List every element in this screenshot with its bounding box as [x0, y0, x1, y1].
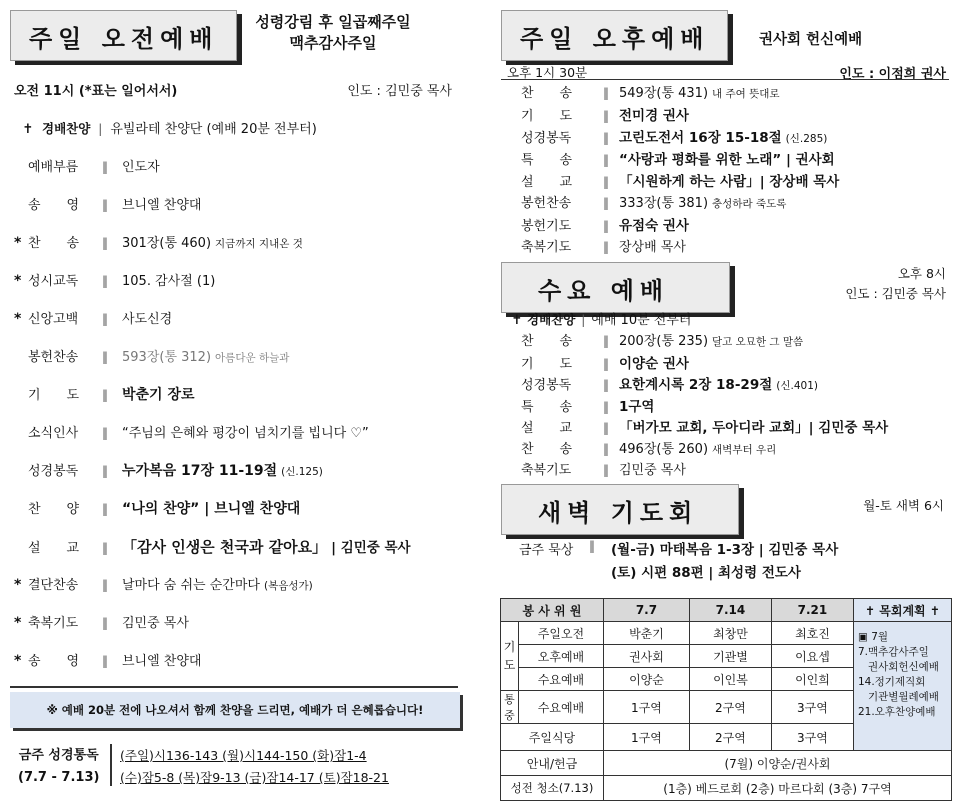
separator: ‖ [603, 86, 609, 100]
order-note: 새벽부터 우리 [712, 443, 777, 456]
schedule-cell: 1구역 [603, 691, 689, 724]
plan-line: ▣ 7월 [857, 631, 889, 643]
morning-order-row [14, 346, 460, 365]
order-label: 찬 송 [28, 236, 80, 251]
order-label: 찬 송 [521, 86, 573, 101]
morning-subtitle-line2: 맥추감사주일 [289, 34, 377, 52]
morning-order-row [14, 156, 460, 175]
schedule-cell: 3구역 [771, 724, 853, 751]
separator: ‖ [603, 196, 609, 210]
morning-leader: 인도 : 김민중 목사 [347, 84, 452, 99]
order-value: 이양순 권사 [619, 355, 689, 372]
ministry-plan [853, 622, 951, 751]
schedule-row-label: 수요예배 [519, 668, 604, 691]
morning-subtitle [218, 12, 448, 54]
order-value: 김민중 목사 [619, 463, 686, 478]
order-preacher: | 김민중 목사 [331, 540, 411, 556]
plan-line: 14.정기제직회 [857, 676, 926, 688]
order-value: 유점숙 권사 [619, 218, 689, 234]
order-value: 고린도전서 16장 15-18절 [619, 130, 782, 146]
schedule-cell: 최창만 [689, 622, 771, 645]
separator: ‖ [102, 350, 108, 364]
schedule-cell: 기관별 [689, 645, 771, 668]
dawn-title: 새벽 기도회 [501, 484, 739, 535]
schedule-cell: 최호진 [771, 622, 853, 645]
order-label: 봉헌찬송 [521, 196, 572, 211]
order-value: 날마다 숨 쉬는 순간마다 [122, 578, 260, 593]
lunch-label: 주일식당 [501, 724, 604, 751]
usher-label: 안내/헌금 [501, 751, 604, 776]
morning-service-section [0, 0, 470, 801]
praise-label: 경배찬양 [527, 312, 576, 327]
order-label: 축복기도 [521, 463, 572, 478]
standing-marker: * [14, 577, 22, 593]
order-value: 105. 감사절 (1) [122, 274, 216, 289]
standing-marker: * [14, 273, 22, 289]
afternoon-title: 주일 오후예배 [501, 10, 728, 61]
order-label: 신앙고백 [28, 312, 79, 327]
separator: ‖ [603, 356, 609, 371]
schedule-cell: 이요셉 [771, 645, 853, 668]
morning-praise-row [14, 118, 460, 137]
praise-value: 유빌라테 찬양단 (예배 20분 전부터) [110, 122, 317, 137]
dawn-line2: (토) 시편 88편 | 최성령 전도사 [611, 565, 801, 581]
morning-order-row [14, 612, 460, 631]
morning-order-row [14, 650, 460, 669]
wednesday-order-row [507, 459, 952, 478]
dawn-label: 금주 묵상 [519, 543, 574, 558]
order-value: “주님의 은혜와 평강이 넘치기를 빕니다 ♡” [122, 426, 369, 441]
wednesday-order-row [507, 373, 952, 393]
afternoon-order-row [507, 192, 952, 211]
separator: ‖ [603, 334, 609, 348]
separator: ‖ [102, 502, 108, 516]
reading-line1: (주일)시136-143 (월)시144-150 (화)잠1-4 [120, 748, 367, 763]
separator: ‖ [102, 616, 108, 630]
schedule-cell: 이인복 [689, 668, 771, 691]
separator: ‖ [102, 654, 108, 668]
order-note: 달고 오묘한 그 말씀 [712, 336, 804, 348]
order-label: 설 교 [521, 175, 573, 190]
reading-line2: (수)잠5-8 (목)잠9-13 (금)잠14-17 (토)잠18-21 [120, 770, 389, 785]
separator: ‖ [102, 464, 108, 478]
separator: ‖ [102, 160, 108, 174]
schedule-cell: 박춘기 [603, 622, 689, 645]
schedule-cell: 3구역 [771, 691, 853, 724]
morning-title-box [10, 10, 237, 61]
order-label: 축복기도 [521, 240, 572, 255]
praise-value: 예배 10분 전부터 [591, 313, 692, 328]
afternoon-order-row [507, 214, 952, 234]
order-label: 봉헌기도 [521, 219, 572, 234]
order-label: 찬 송 [521, 441, 573, 457]
wednesday-praise-row [507, 309, 952, 328]
separator: ‖ [603, 109, 609, 123]
wednesday-leader: 인도 : 김민중 목사 [845, 286, 946, 301]
morning-subtitle-line1: 성령강림 후 일곱째주일 [255, 13, 411, 31]
order-note: 아름다운 하늘과 [215, 352, 290, 364]
order-label: 설 교 [28, 541, 80, 556]
afternoon-time: 오후 1시 30분 [507, 65, 588, 80]
schedule-header-date1: 7.7 [603, 599, 689, 622]
afternoon-subtitle: 권사회 헌신예배 [759, 32, 863, 48]
dawn-time: 월-토 새벽 6시 [863, 498, 944, 513]
dawn-line1: (월-금) 마태복음 1-3장 | 김민중 목사 [611, 542, 839, 558]
separator: ‖ [603, 441, 609, 456]
order-label: 성시교독 [28, 274, 79, 289]
order-label: 결단찬송 [28, 578, 79, 593]
standing-marker: * [14, 311, 22, 327]
right-column [497, 0, 960, 801]
reading-label-block [18, 745, 99, 789]
dawn-readings [611, 539, 838, 585]
order-label: 성경봉독 [28, 464, 79, 479]
order-value: 사도신경 [122, 312, 173, 327]
order-label: 성경봉독 [521, 378, 572, 393]
order-value: 「시원하게 하는 사람」| 장상배 목사 [619, 174, 840, 190]
wednesday-order-row [507, 395, 952, 415]
schedule-row-label: 수요예배 [519, 691, 604, 724]
reading-schedule [120, 745, 389, 789]
morning-order-row [14, 384, 460, 404]
afternoon-order-row [507, 126, 952, 146]
separator: ‖ [102, 274, 108, 288]
order-value: 전미경 권사 [619, 108, 689, 124]
separator: ‖ [102, 236, 108, 250]
separator: ‖ [603, 131, 609, 145]
order-value: 인도자 [122, 160, 160, 175]
order-label: 기 도 [521, 109, 573, 124]
morning-order-row [14, 308, 460, 327]
separator: ‖ [603, 175, 609, 189]
separator: ‖ [102, 426, 108, 440]
schedule-cell: 이양순 [603, 668, 689, 691]
schedule-cell: 2구역 [689, 691, 771, 724]
morning-title: 주일 오전예배 [10, 10, 237, 61]
separator: ‖ [603, 219, 609, 233]
separator: ‖ [102, 578, 108, 592]
order-label: 성경봉독 [521, 131, 572, 146]
order-label: 기 도 [28, 388, 80, 403]
morning-order-row [14, 194, 460, 213]
separator: ‖ [603, 153, 609, 167]
order-value: 박춘기 장로 [122, 387, 195, 403]
order-value: 장상배 목사 [619, 240, 686, 255]
divider-line [10, 686, 458, 688]
order-value: 누가복음 17장 11-19절 [122, 463, 278, 479]
standing-marker: * [14, 653, 22, 669]
schedule-header-date2: 7.14 [689, 599, 771, 622]
usher-value: (7월) 이양순/권사회 [603, 751, 951, 776]
morning-order-row [14, 422, 460, 441]
cross-icon: ✝ [511, 313, 523, 328]
separator: | [98, 122, 103, 136]
dawn-title-box [501, 484, 739, 535]
afternoon-leader: 인도 : 이점희 권사 [839, 67, 946, 82]
order-value: 549장(통 431) [619, 86, 709, 101]
plan-line: 21.오후찬양예배 [857, 706, 936, 718]
separator: ‖ [589, 539, 595, 553]
plan-line: 기관별월례예배 [867, 691, 939, 703]
order-label: 특 송 [521, 399, 573, 415]
order-label: 소식인사 [28, 426, 79, 441]
morning-order-row [14, 460, 460, 480]
afternoon-order-row [507, 82, 952, 101]
order-value: “나의 찬양” | 브니엘 찬양대 [122, 501, 301, 517]
order-label: 축복기도 [28, 616, 79, 631]
order-label: 예배부름 [28, 160, 79, 175]
separator: ‖ [603, 399, 609, 414]
order-value: 「감사 인생은 천국과 같아요」 [122, 538, 328, 556]
reading-divider [110, 744, 112, 786]
reading-dates: (7.7 - 7.13) [18, 770, 100, 785]
morning-time: 오전 11시 (*표는 일어서서) [14, 84, 178, 99]
order-value: 「버가모 교회, 두아디라 교회」| 김민중 목사 [619, 420, 889, 436]
order-value: 593장(통 312) [122, 350, 212, 365]
morning-order-row [14, 574, 460, 593]
order-label: 찬 송 [521, 334, 573, 349]
order-label: 특 송 [521, 153, 573, 168]
notice-box [10, 692, 460, 728]
order-note: (복음성가) [263, 580, 313, 592]
praise-label: 경배찬양 [42, 121, 91, 136]
separator: ‖ [603, 240, 609, 254]
wednesday-title-box [501, 262, 730, 313]
separator: ‖ [102, 388, 108, 402]
schedule-cell: 2구역 [689, 724, 771, 751]
cross-icon: ✝ [22, 122, 34, 137]
order-note: (신.125) [281, 466, 323, 478]
prayer-group-label: 기도 [501, 622, 519, 691]
morning-order-row [14, 232, 460, 251]
schedule-row-label: 오후예배 [519, 645, 604, 668]
notice-text: ※ 예배 20분 전에 나오셔서 함께 찬양을 드리면, 예배가 더 은혜롭습니다! [46, 703, 424, 717]
separator: | [581, 313, 586, 327]
common-group-label: 통중 [501, 691, 519, 724]
order-note: 내 주여 뜻대로 [712, 88, 780, 100]
wednesday-order-row [507, 352, 952, 372]
separator: ‖ [102, 312, 108, 326]
order-label: 봉헌찬송 [28, 350, 79, 365]
order-value: “사랑과 평화를 위한 노래” | 권사회 [619, 152, 835, 168]
morning-order-row [14, 498, 460, 518]
order-note: (신.285) [785, 133, 828, 145]
afternoon-order-row [507, 236, 952, 255]
order-value: 200장(통 235) [619, 334, 709, 349]
standing-marker: * [14, 615, 22, 631]
schedule-cell: 1구역 [603, 724, 689, 751]
wednesday-order-row [507, 416, 952, 436]
order-value: 브니엘 찬양대 [122, 198, 202, 213]
order-note: 지금까지 지내온 것 [215, 238, 303, 250]
afternoon-order-row [507, 170, 952, 190]
morning-order-row [14, 536, 460, 557]
separator: ‖ [603, 463, 609, 477]
afternoon-rule [501, 79, 949, 80]
order-value: 1구역 [619, 398, 655, 415]
afternoon-order-row [507, 104, 952, 124]
order-label: 송 영 [28, 198, 80, 213]
order-note: 충성하라 죽도록 [712, 198, 787, 210]
separator: ‖ [603, 421, 609, 435]
wednesday-order-row [507, 330, 952, 349]
wednesday-order-row [507, 438, 952, 457]
order-value: 333장(통 381) [619, 196, 709, 211]
separator: ‖ [603, 378, 609, 392]
plan-line: 권사회헌신예배 [867, 661, 939, 673]
order-label: 기 도 [521, 356, 573, 372]
order-value: 브니엘 찬양대 [122, 654, 202, 669]
morning-order-row [14, 270, 460, 289]
schedule-row-label: 주일오전 [519, 622, 604, 645]
reading-label: 금주 성경통독 [18, 748, 99, 763]
schedule-cell: 이인희 [771, 668, 853, 691]
standing-marker: * [14, 235, 22, 251]
order-value: 김민중 목사 [122, 616, 189, 631]
separator: ‖ [102, 541, 108, 555]
order-label: 설 교 [521, 421, 573, 436]
schedule-header-date3: 7.21 [771, 599, 853, 622]
order-value: 요한계시록 2장 18-29절 [619, 377, 773, 393]
order-label: 찬 양 [28, 502, 80, 517]
schedule-cell: 권사회 [603, 645, 689, 668]
clean-value: (1층) 베드로회 (2층) 마르다회 (3층) 7구역 [603, 776, 951, 801]
afternoon-title-box [501, 10, 728, 61]
plan-line: 7.맥추감사주일 [857, 646, 929, 658]
wednesday-time: 오후 8시 [897, 266, 946, 281]
clean-label: 성전 청소(7.13) [501, 776, 604, 801]
schedule-header-committee: 봉 사 위 원 [501, 599, 604, 622]
order-value: 301장(통 460) [122, 236, 212, 251]
service-schedule-table [500, 598, 952, 801]
order-note: (신.401) [776, 380, 818, 392]
plan-title: ✝ 목회계획 ✝ [853, 599, 951, 622]
wednesday-title: 수요 예배 [501, 262, 730, 313]
separator: ‖ [102, 198, 108, 212]
order-label: 송 영 [28, 654, 80, 669]
order-value: 496장(통 260) [619, 441, 709, 457]
afternoon-order-row [507, 148, 952, 168]
